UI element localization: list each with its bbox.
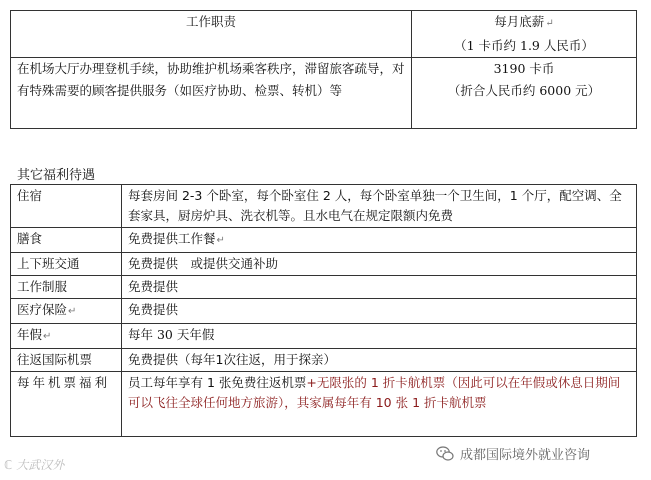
salary-header-cell: [412, 11, 637, 58]
salary-table: [10, 10, 637, 129]
welfare-label-cell: [11, 324, 122, 349]
salary-header-line1: 每月底薪: [494, 14, 545, 29]
welfare-label: 住宿: [11, 185, 122, 228]
return-mark-icon: ↵: [68, 306, 77, 317]
welfare-label: 膳食: [11, 228, 122, 253]
welfare-label: 年假: [17, 327, 43, 342]
welfare-label: 每年机票福利: [11, 372, 122, 437]
watermark-right-text: 成都国际境外就业咨询: [460, 448, 591, 463]
welfare-row: [11, 276, 637, 299]
welfare-value-cell: [122, 228, 637, 253]
welfare-label: 医疗保险: [17, 302, 68, 317]
welfare-table: [10, 184, 637, 437]
welfare-value-cell: [122, 372, 637, 437]
welfare-row: [11, 299, 637, 324]
salary-header-line2: （1 卡币约 1.9 人民币）: [454, 38, 594, 53]
welfare-row: [11, 228, 637, 253]
welfare-value: 每套房间 2-3 个卧室，每个卧室住 2 人，每个卧室单独一个卫生间，1 个厅，配空调、全套家具，厨房炉具、洗衣机等。且水电气在规定限额内免费: [122, 185, 637, 228]
return-mark-icon: ↵: [216, 235, 225, 246]
welfare-value-red: +无限张的 1 折卡航机票（因此可以在年假或休息日期间可以飞往全球任何地方旅游），其家属每年有 10 张 1 折卡航机票: [128, 375, 621, 410]
return-mark-icon: ↵: [545, 18, 554, 29]
duties-cell: [11, 58, 412, 129]
welfare-row: [11, 372, 637, 437]
welfare-row: [11, 253, 637, 276]
watermark-left: ℂ 大武汉外: [4, 458, 65, 472]
welfare-row: [11, 185, 637, 228]
welfare-row: [11, 349, 637, 372]
watermark-right: [436, 444, 590, 463]
salary-cell: [412, 58, 637, 129]
welfare-heading: 其它福利待遇: [17, 168, 96, 183]
return-mark-icon: ↵: [43, 331, 52, 342]
duties-header-cell: [11, 11, 412, 58]
salary-rmb: （折合人民币约 6000 元）: [447, 83, 601, 98]
wechat-icon: [436, 446, 454, 462]
salary-value: 3190 卡币: [493, 61, 555, 76]
welfare-value: 免费提供工作餐: [128, 231, 216, 246]
welfare-row: [11, 324, 637, 349]
welfare-label-cell: [11, 299, 122, 324]
welfare-label: 上下班交通: [11, 253, 122, 276]
welfare-value-black: 员工每年享有 1 张免费往返机票: [128, 375, 307, 390]
welfare-value: 免费提供 或提供交通补助: [122, 253, 637, 276]
duties-text: 在机场大厅办理登机手续，协助维护机场乘客秩序，滞留旅客疏导，对有特殊需要的顾客提供服务（如医疗协助、检票、转机）等: [17, 61, 405, 98]
welfare-value: 每年 30 天年假: [122, 324, 637, 349]
welfare-value: 免费提供: [122, 299, 637, 324]
welfare-value: 免费提供: [122, 276, 637, 299]
welfare-label: 往返国际机票: [11, 349, 122, 372]
welfare-value: 免费提供（每年1次往返，用于探亲）: [122, 349, 637, 372]
welfare-label: 工作制服: [11, 276, 122, 299]
duties-header: 工作职责: [185, 14, 236, 29]
